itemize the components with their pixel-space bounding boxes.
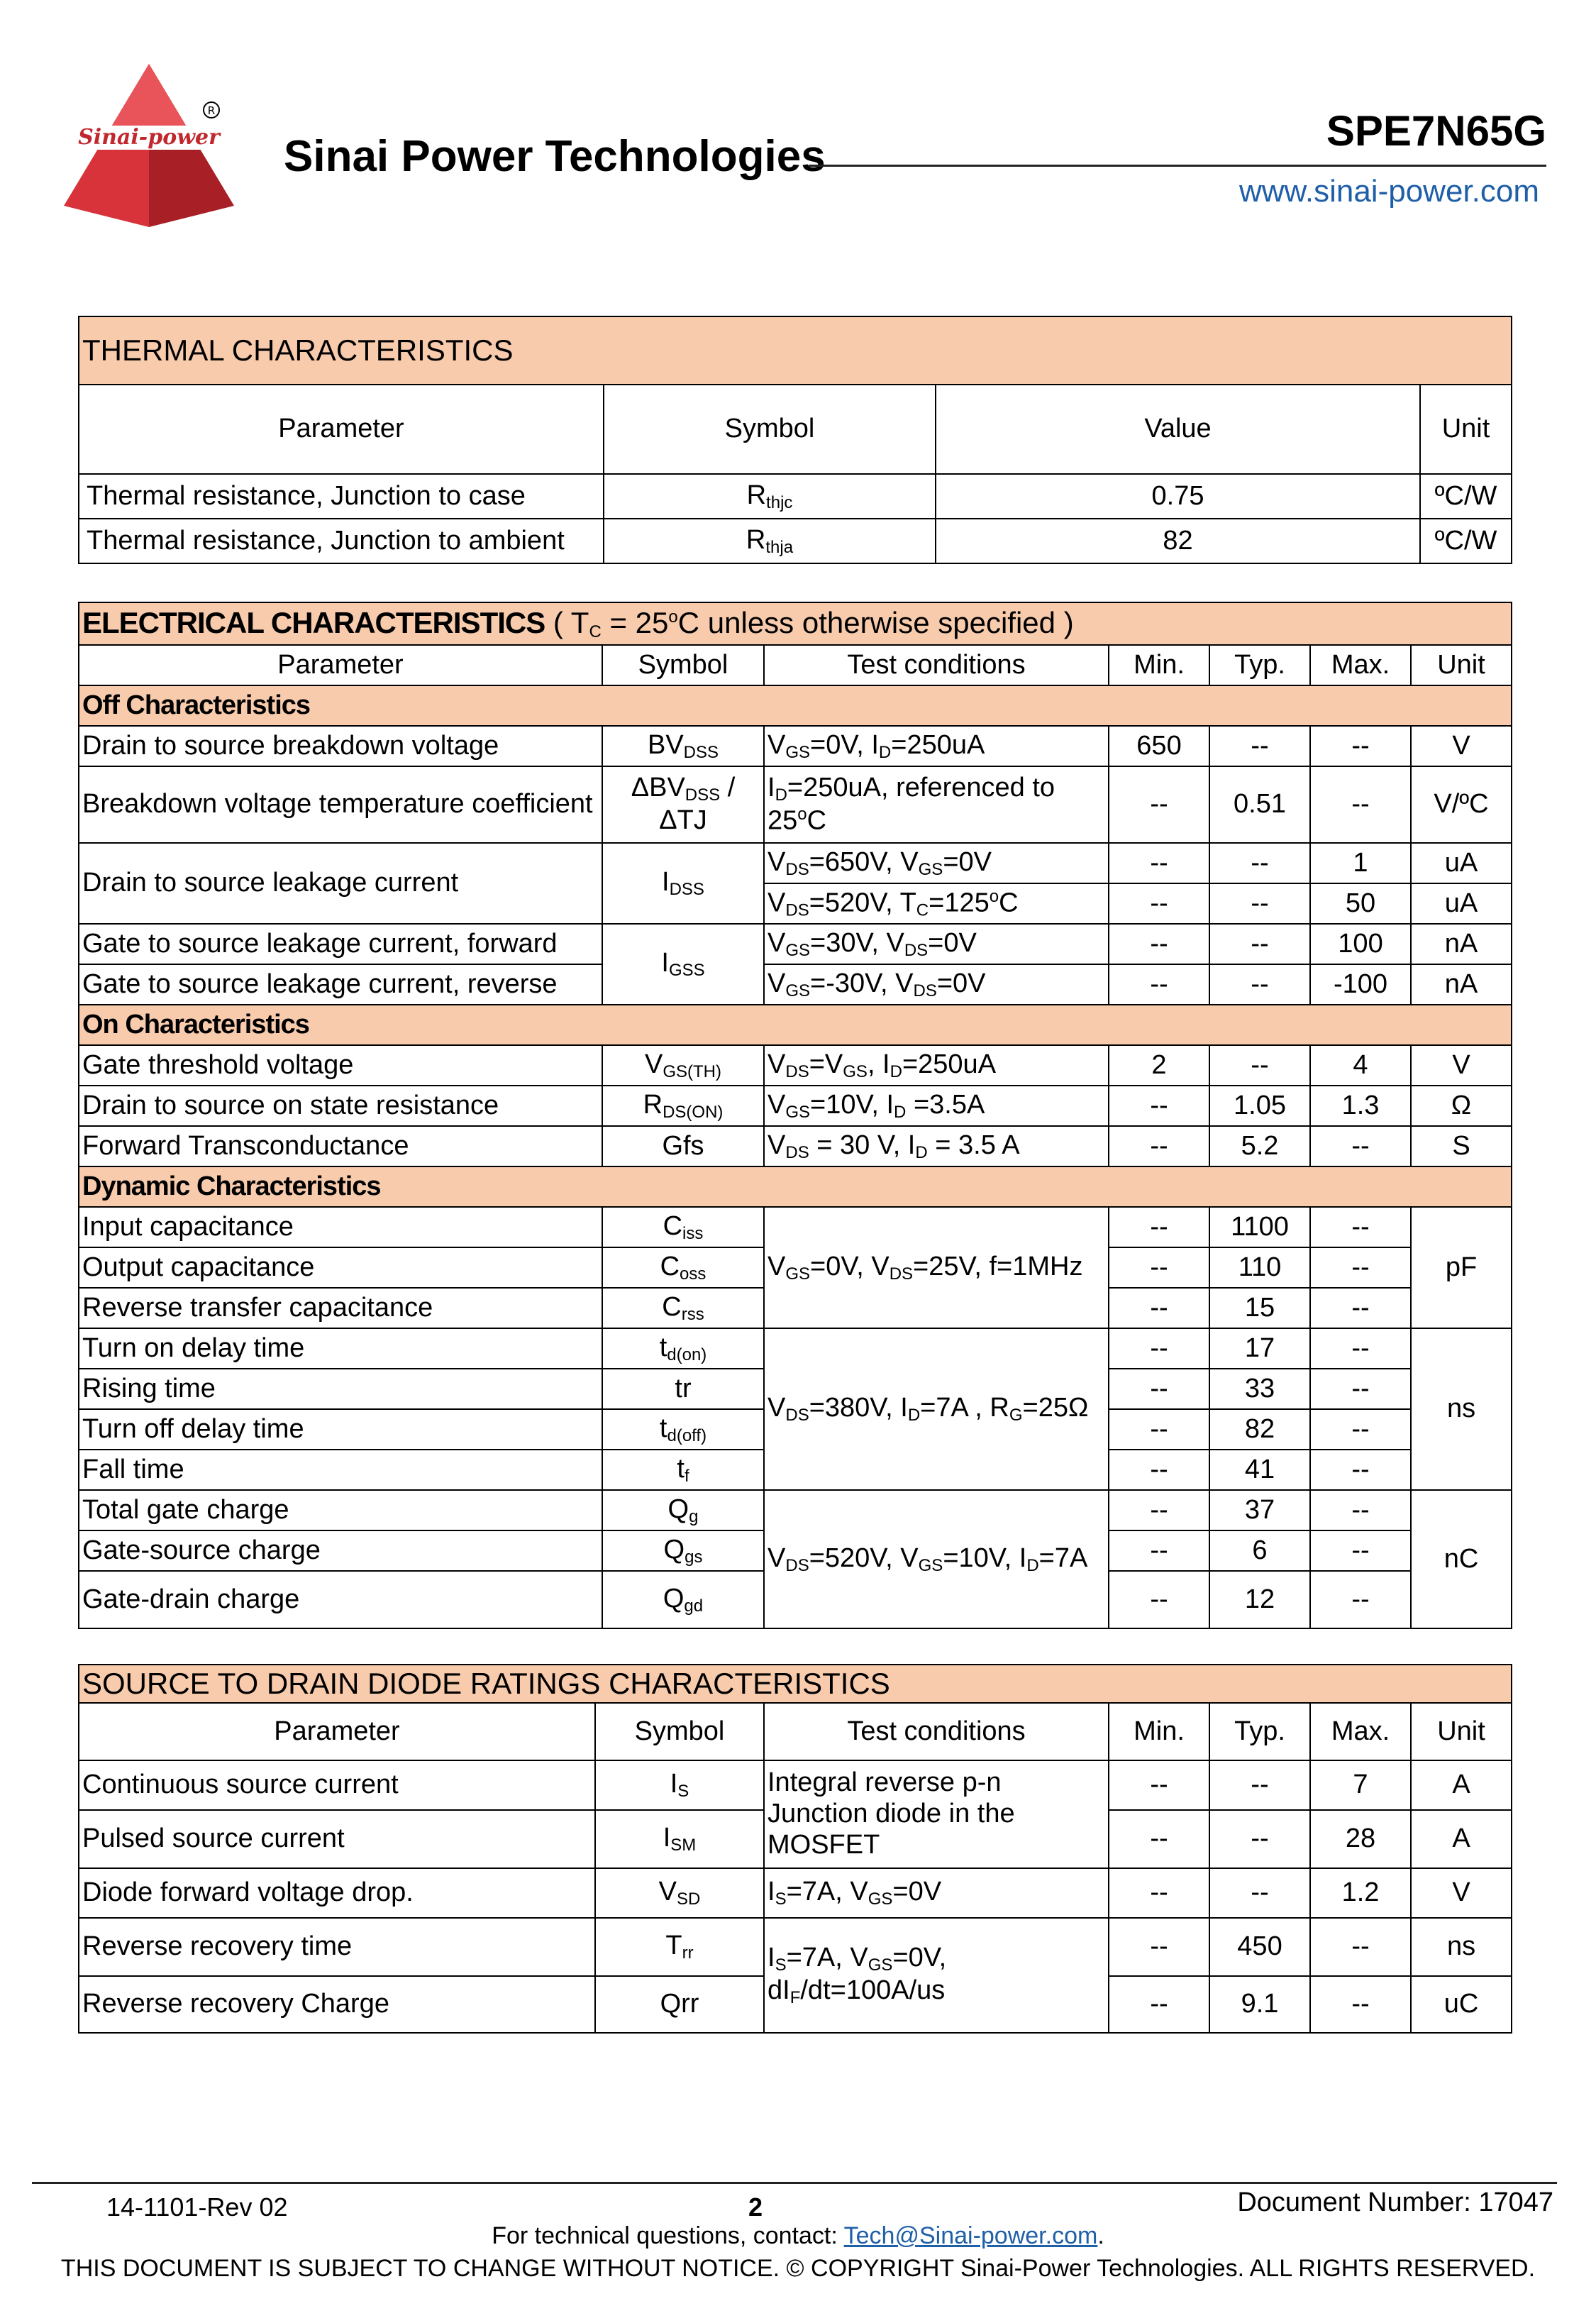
table-row: Reverse transfer capacitance $C_{rss}$ -- 15 -- (79, 1288, 1512, 1328)
revision: 14-1101-Rev 02 (106, 2192, 288, 2222)
part-number: SPE7N65G (1326, 107, 1546, 155)
website-link[interactable]: www.sinai-power.com (1238, 174, 1539, 209)
diode-title: SOURCE TO DRAIN DIODE RATINGS CHARACTERISTICS (79, 1665, 1512, 1703)
copyright-notice: THIS DOCUMENT IS SUBJECT TO CHANGE WITHOUT NOTICE. © COPYRIGHT Sinai-Power Technologies. ALL RIGHTS RESERVED. (60, 2255, 1536, 2282)
contact-line: For technical questions, contact: Tech@Sinai-power.com. (492, 2222, 1104, 2249)
col-unit: Unit (1420, 385, 1512, 474)
table-row: Thermal resistance, Junction to ambient $R_{thja}$ 82 ºC/W (79, 519, 1512, 563)
table-row: Thermal resistance, Junction to case $R_{thjc}$ 0.75 ºC/W (79, 474, 1512, 519)
thermal-title: THERMAL CHARACTERISTICS (79, 316, 1512, 385)
table-row: Gate threshold voltage $V_{GS(TH)}$ $V_{DS}=V_{GS}$, $I_D=250uA$ 2 -- 4 V (79, 1045, 1512, 1086)
table-row: Gate to source leakage current, forward $I_{GSS}$ $V_{GS}=30V$, $V_{DS}=0V$ -- -- 100 nA (79, 924, 1512, 964)
company-name: Sinai Power Technologies (284, 132, 826, 181)
col-symbol: Symbol (604, 385, 936, 474)
col-value: Value (936, 385, 1420, 474)
section-off: Off Characteristics (79, 685, 1512, 726)
table-row: Drain to source breakdown voltage $BV_{DSS}$ $V_{GS}=0V$, $I_D=250uA$ 650 -- -- V (79, 726, 1512, 766)
table-row: $V_{DS}=520V$, $T_C=125^oC$ -- -- 50 uA (79, 883, 1512, 924)
table-row: Reverse recovery time $T_{rr}$ $I_S=7A$, $V_{GS}=0V$, $dI_F/dt=100A/us$ -- 450 -- ns (79, 1918, 1512, 1976)
electrical-title: ELECTRICAL CHARACTERISTICS ( $T_C = 25^oC$ unless otherwise specified ) (79, 602, 1512, 645)
table-row: Reverse recovery Charge Qrr -- 9.1 -- uC (79, 1976, 1512, 2033)
table-row: Pulsed source current $I_{SM}$ -- -- 28 A (79, 1810, 1512, 1868)
table-row: Fall time $t_f$ -- 41 -- (79, 1450, 1512, 1490)
section-dynamic: Dynamic Characteristics (79, 1166, 1512, 1207)
page-number: 2 (748, 2192, 763, 2222)
section-on: On Characteristics (79, 1005, 1512, 1045)
table-row: Forward Transconductance Gfs $V_{DS} = 30$ V, $I_D = 3.5$ A -- 5.2 -- S (79, 1126, 1512, 1166)
table-row: Drain to source leakage current $I_{DSS}$ $V_{DS}=650V$, $V_{GS}=0V$ -- -- 1 uA (79, 843, 1512, 883)
document-number: Document Number: 17047 (1237, 2188, 1553, 2217)
table-row: Continuous source current $I_S$ Integral reverse p-n Junction diode in the MOSFET -- -- 7 A (79, 1760, 1512, 1810)
table-row: Turn off delay time $t_{d(off)}$ -- 82 -- (79, 1409, 1512, 1450)
table-row: Gate-drain charge $Q_{gd}$ -- 12 -- (79, 1571, 1512, 1628)
table-row: Output capacitance $C_{oss}$ -- 110 -- (79, 1247, 1512, 1288)
svg-text:R: R (207, 104, 216, 117)
table-row: Breakdown voltage temperature coefficient $\Delta BV_{DSS}$ / ΔTJ $I_D=250uA$, referenced to 25$^o$C -- 0.51 -- V/ºC (79, 766, 1512, 843)
footer-rule (32, 2182, 1557, 2184)
sinai-power-logo (57, 60, 241, 231)
table-row: Drain to source on state resistance $R_{DS(ON)}$ $V_{GS}=10V$, $I_D =3.5A$ -- 1.05 1.3 Ω (79, 1086, 1512, 1126)
table-row: Total gate charge $Q_g$ $V_{DS}=520V$, $V_{GS}=10V$, $I_D=7A$ -- 37 -- nC (79, 1490, 1512, 1530)
table-row: Gate-source charge $Q_{gs}$ -- 6 -- (79, 1530, 1512, 1571)
header-rule (809, 165, 1546, 167)
table-row: Rising time tr -- 33 -- (79, 1369, 1512, 1409)
table-row: Gate to source leakage current, reverse $V_{GS}=-30V$, $V_{DS}=0V$ -- -- -100 nA (79, 964, 1512, 1005)
col-parameter: Parameter (79, 385, 604, 474)
electrical-table: ELECTRICAL CHARACTERISTICS ( $T_C = 25^oC$ unless otherwise specified ) Parameter Symbol Test conditions Min. Typ. Max. Unit Off Characteristics Drain to source breakdown voltage $BV_{DSS}$ $V_{GS}=0V$, $I_D=250uA$ 650 -- -- V Breakdown voltage temperature coefficient $\Delta BV_{DSS}$ / ΔTJ $I_D=250uA$, referenced to 25$^o$C -- 0.51 -- V/ºC Drain to source leakage current $I_{DSS}$ $V_{DS}=650V$, $V_{GS}=0V$ -- -- 1 uA $V_{DS}=520V$, $T_C=125^oC$ -- -- 50 uA Gate to source leakage current, forward $I_{GSS}$ $V_{GS}=30V$, $V_{DS}=0V$ -- -- 100 nA Gate to source leakage current, reverse $V_{GS}=-30V$, $V_{DS}=0V$ -- -- -100 nA On Characteristics Gate threshold voltage $V_{GS(TH)}$ $V_{DS}=V_{GS}$, $I_D=250uA$ 2 -- 4 V Drain to source on state resistance $R_{DS(ON)}$ $V_{GS}=10V$, $I_D =3.5A$ -- 1.05 1.3 Ω Forward Transconductance Gfs $V_{DS} = 30$ V, $I_D = 3.5$ A -- 5.2 -- S Dynamic Characteristics Input capacitance $C_{iss}$ $V_{GS}=0V$, $V_{DS}=25V$, f=1MHz -- 1100 -- pF Output capacitance $C_{oss}$ -- 110 -- Reverse transfer capacitance $C_{rss}$ -- 15 -- Turn on delay time $t_{d(on)}$ $V_{DS}=380V$, $I_D=7A$ , $R_G=25\Omega$ -- 17 -- ns Rising time tr -- 33 -- Turn off delay time $t_{d(off)}$ -- 82 -- Fall time $t_f$ -- 41 -- Total gate charge $Q_g$ $V_{DS}=520V$, $V_{GS}=10V$, $I_D=7A$ -- 37 -- nC Gate-source charge $Q_{gs}$ -- 6 -- Gate-drain charge $Q_{gd}$ -- 12 -- (78, 602, 1512, 1629)
logo-text: Sinai-power (78, 125, 220, 150)
diode-table: SOURCE TO DRAIN DIODE RATINGS CHARACTERISTICS Parameter Symbol Test conditions Min. Typ. Max. Unit Continuous source current $I_S$ Integral reverse p-n Junction diode in the MOSFET -- -- 7 A Pulsed source current $I_{SM}$ -- -- 28 A Diode forward voltage drop. $V_{SD}$ $I_S=7A$, $V_{GS}=0V$ -- -- 1.2 V Reverse recovery time $T_{rr}$ $I_S=7A$, $V_{GS}=0V$, $dI_F/dt=100A/us$ -- 450 -- ns Reverse recovery Charge Qrr -- 9.1 -- uC (78, 1664, 1512, 2034)
table-row: Input capacitance $C_{iss}$ $V_{GS}=0V$, $V_{DS}=25V$, f=1MHz -- 1100 -- pF (79, 1207, 1512, 1247)
table-row: Diode forward voltage drop. $V_{SD}$ $I_S=7A$, $V_{GS}=0V$ -- -- 1.2 V (79, 1868, 1512, 1918)
table-row: Turn on delay time $t_{d(on)}$ $V_{DS}=380V$, $I_D=7A$ , $R_G=25\Omega$ -- 17 -- ns (79, 1328, 1512, 1369)
thermal-table (78, 316, 1512, 564)
contact-email-link[interactable]: Tech@Sinai-power.com (843, 2222, 1098, 2249)
